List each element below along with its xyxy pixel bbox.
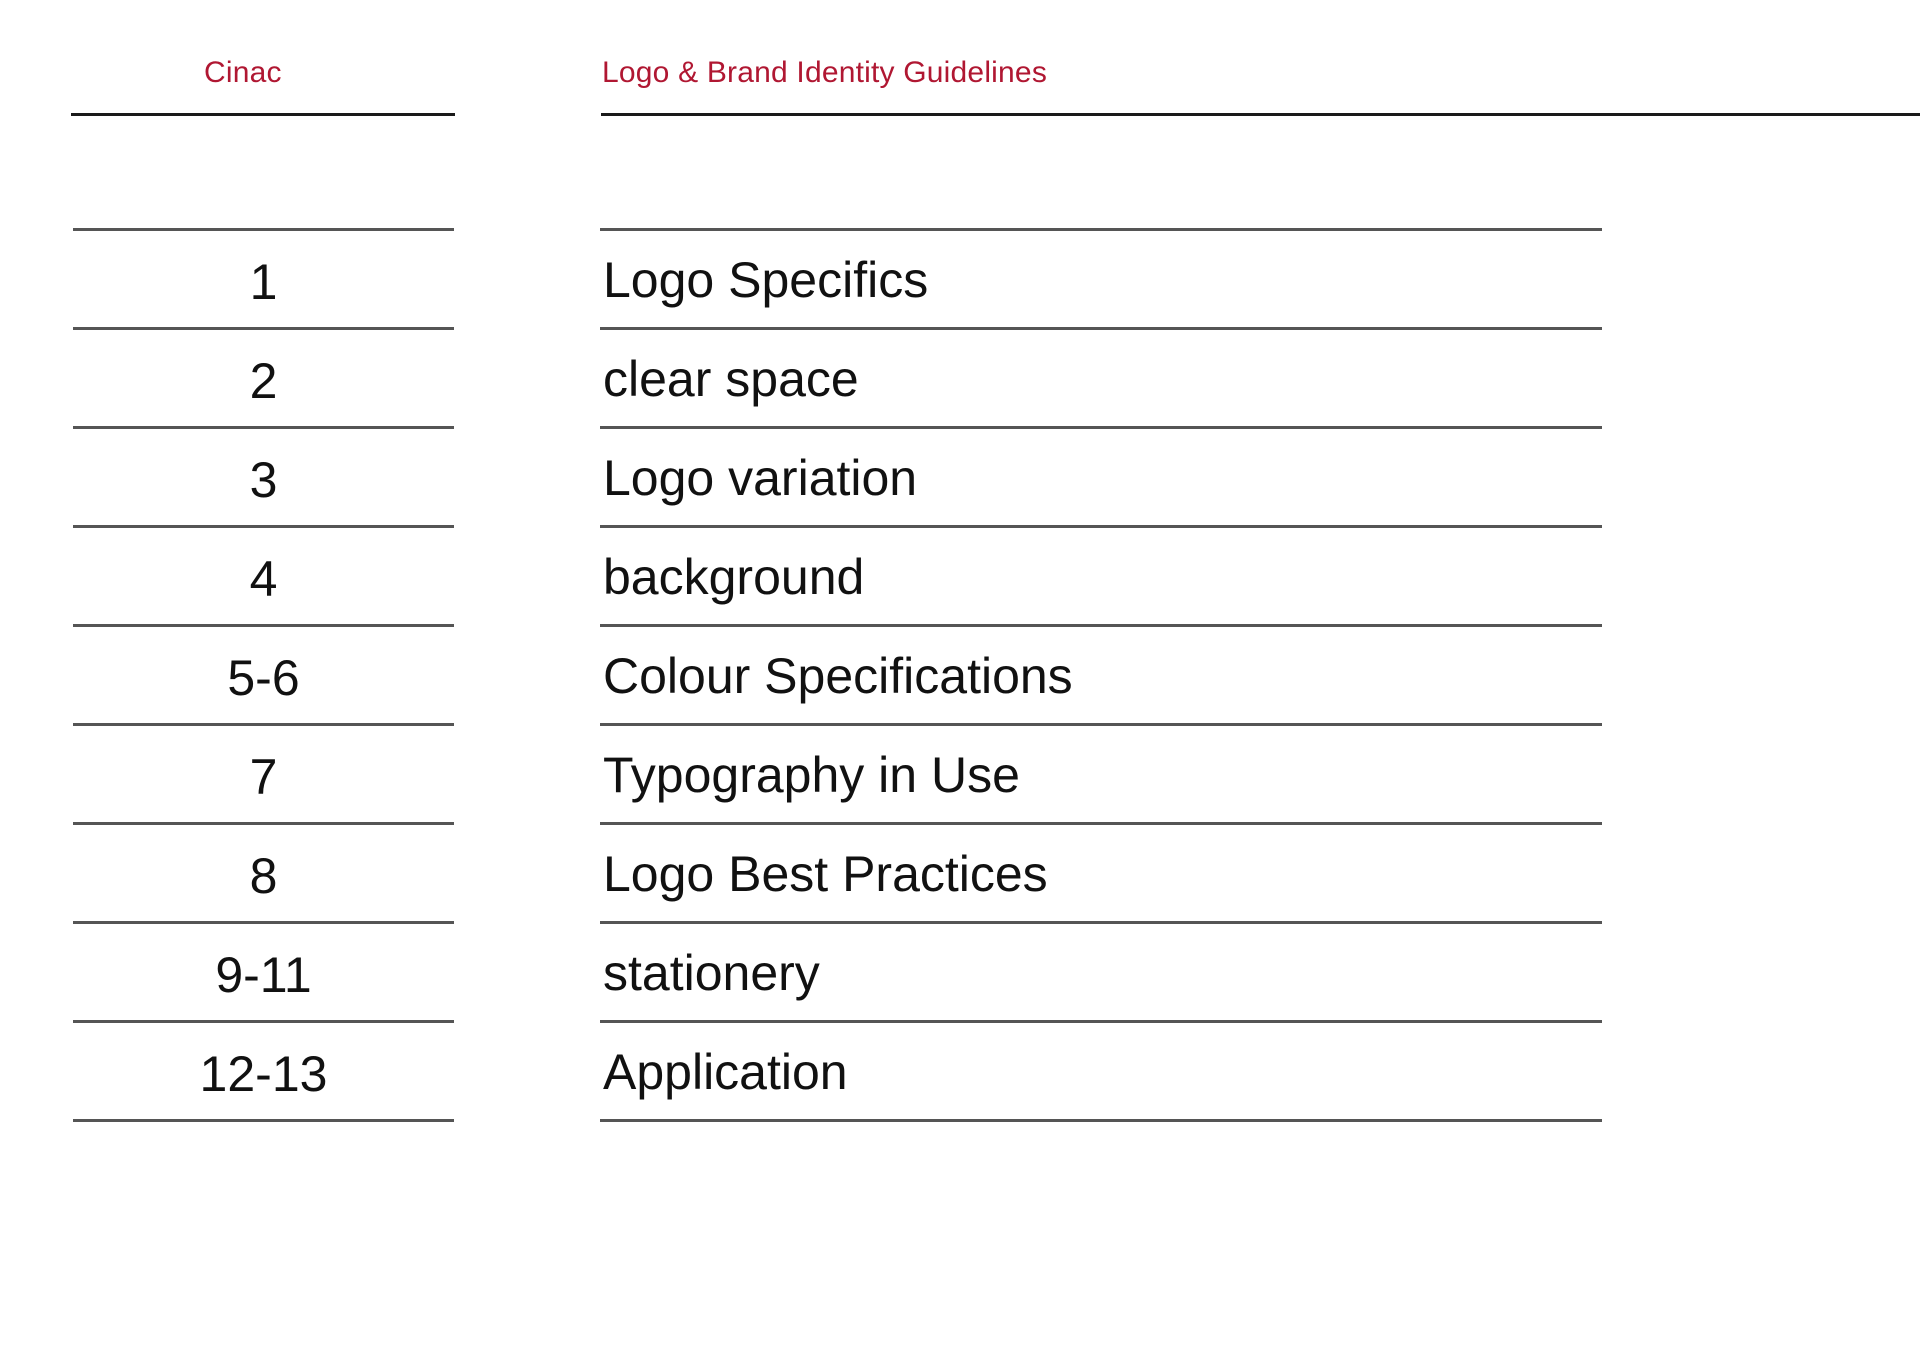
toc-row[interactable] [0, 726, 1920, 825]
toc-row[interactable] [0, 1023, 1920, 1122]
toc-section-title: Colour Specifications [603, 648, 1073, 704]
toc-section-title: Logo Specifics [603, 252, 929, 308]
toc-page-number: 1 [249, 254, 278, 310]
toc-page-number: 3 [249, 452, 278, 508]
toc-row[interactable] [0, 330, 1920, 429]
toc-page-number: 8 [249, 848, 278, 904]
toc-section-title: Logo Best Practices [603, 846, 1048, 902]
toc-page-number: 9-11 [215, 947, 312, 1003]
toc-section-title: Typography in Use [603, 747, 1020, 803]
toc-row[interactable] [0, 429, 1920, 528]
row-divider [600, 1119, 1602, 1122]
toc-section-title: Application [603, 1044, 848, 1100]
row-divider [73, 1119, 454, 1122]
toc-page-number: 5-6 [227, 650, 300, 706]
toc-row[interactable] [0, 825, 1920, 924]
header-rule-left [71, 113, 455, 116]
toc-row[interactable] [0, 924, 1920, 1023]
toc-row[interactable] [0, 528, 1920, 627]
toc-section-title: stationery [603, 945, 820, 1001]
header-title: Logo & Brand Identity Guidelines [602, 56, 1048, 89]
toc-row[interactable] [0, 627, 1920, 726]
toc-section-title: Logo variation [603, 450, 918, 506]
toc-page-number: 12-13 [199, 1046, 328, 1102]
toc-section-title: background [603, 549, 865, 605]
header-brand: Cinac [204, 56, 282, 89]
header-rule-right [601, 113, 1920, 116]
toc-page-number: 7 [249, 749, 278, 805]
toc-section-title: clear space [603, 351, 859, 407]
toc-page-number: 4 [249, 551, 278, 607]
toc-row[interactable] [0, 231, 1920, 330]
toc-page-number: 2 [249, 353, 278, 409]
